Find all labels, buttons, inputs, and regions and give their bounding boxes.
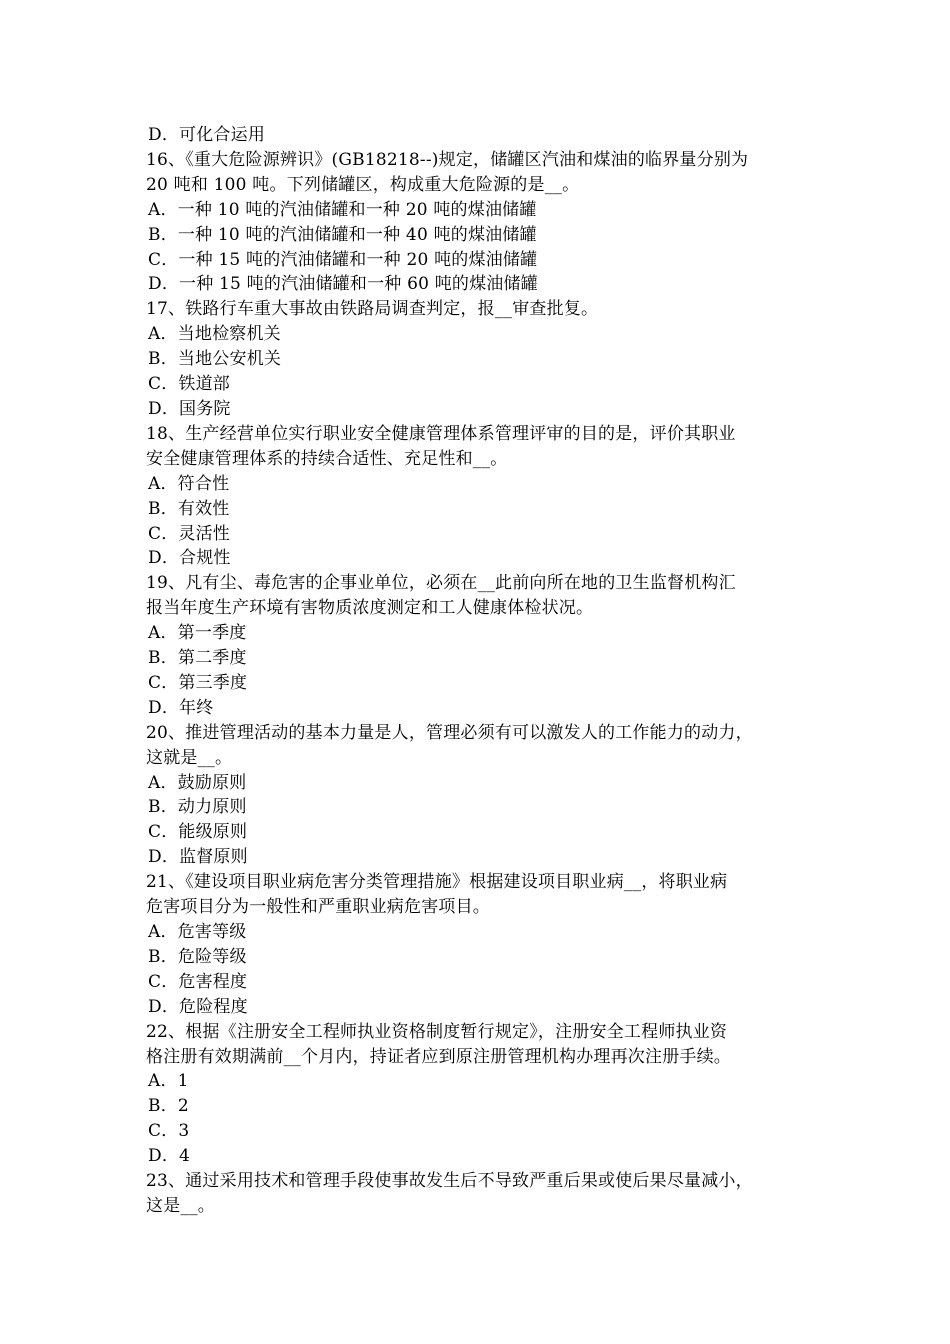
option-d: D．年终 (148, 697, 214, 718)
option-b: B．危险等级 (148, 946, 247, 967)
option-b: B．动力原则 (148, 797, 247, 818)
question-stem: 这就是__。 (146, 747, 233, 768)
option-c: C．灵活性 (148, 523, 231, 544)
option-a: A．符合性 (148, 473, 230, 494)
question-stem: 20 吨和 100 吨。下列储罐区，构成重大危险源的是__。 (146, 174, 580, 195)
question-19 (146, 571, 816, 720)
question-stem: 危害项目分为一般性和严重职业病危害项目。 (146, 897, 490, 918)
question-stem: 20、推进管理活动的基本力量是人，管理必须有可以激发人的工作能力的动力， (146, 722, 753, 743)
question-22 (146, 1020, 816, 1169)
option-a: A．一种 10 吨的汽油储罐和一种 20 吨的煤油储罐 (148, 199, 537, 220)
option-c: C．第三季度 (148, 672, 248, 693)
option-c: C．危害程度 (148, 971, 248, 992)
question-stem: 22、根据《注册安全工程师执业资格制度暂行规定》，注册安全工程师执业资 (146, 1021, 728, 1042)
option-d: D．一种 15 吨的汽油储罐和一种 60 吨的煤油储罐 (148, 274, 538, 295)
question-stem: 23、通过采用技术和管理手段使事故发生后不导致严重后果或使后果尽量减小， (146, 1171, 753, 1192)
option-b: B．一种 10 吨的汽油储罐和一种 40 吨的煤油储罐 (148, 224, 537, 245)
question-20 (146, 721, 816, 870)
option-a: A．第一季度 (148, 623, 247, 644)
option-d: D．国务院 (148, 398, 231, 419)
option-c: C．3 (148, 1121, 190, 1142)
option-b: B．当地公安机关 (148, 349, 282, 370)
option-c: C．一种 15 吨的汽油储罐和一种 20 吨的煤油储罐 (148, 249, 538, 270)
document-page (146, 123, 816, 1219)
question-18 (146, 422, 816, 571)
question-stem: 安全健康管理体系的持续合适性、充足性和__。 (146, 448, 508, 469)
question-stem: 这是__。 (146, 1195, 215, 1216)
option-d: D．4 (148, 1146, 191, 1167)
option-d: D．合规性 (148, 548, 231, 569)
question-21 (146, 870, 816, 1019)
option-line: D．可化合运用 (148, 125, 266, 145)
option-d: D．危险程度 (148, 996, 248, 1017)
option-d: D．监督原则 (148, 847, 248, 868)
question-17 (146, 297, 816, 422)
question-stem: 18、生产经营单位实行职业安全健康管理体系管理评审的目的是，评价其职业 (146, 423, 736, 444)
option-b: B．有效性 (148, 498, 230, 519)
option-c: C．能级原则 (148, 822, 248, 843)
question-stem: 格注册有效期满前__个月内，持证者应到原注册管理机构办理再次注册手续。 (146, 1046, 731, 1067)
question-stem: 21、《建设项目职业病危害分类管理措施》根据建设项目职业病__，将职业病 (146, 872, 728, 893)
option-a: A．危害等级 (148, 922, 247, 942)
option-b: B．2 (148, 1096, 189, 1117)
option-a: A．当地检察机关 (148, 324, 281, 345)
question-stem: 16、《重大危险源辨识》(GB18218--)规定，储罐区汽油和煤油的临界量分别为 (146, 149, 749, 170)
option-c: C．铁道部 (148, 374, 231, 395)
question-stem: 19、凡有尘、毒危害的企事业单位，必须在__此前向所在地的卫生监督机构汇 (146, 573, 736, 594)
question-stem: 17、铁路行车重大事故由铁路局调查判定，报__审查批复。 (146, 299, 599, 320)
question-23 (146, 1169, 816, 1219)
question-16 (146, 148, 816, 297)
option-b: B．第二季度 (148, 648, 247, 669)
option-a: A．鼓励原则 (148, 772, 247, 793)
option-a: A．1 (148, 1071, 189, 1092)
question-stem: 报当年度生产环境有害物质浓度测定和工人健康体检状况。 (146, 598, 594, 619)
